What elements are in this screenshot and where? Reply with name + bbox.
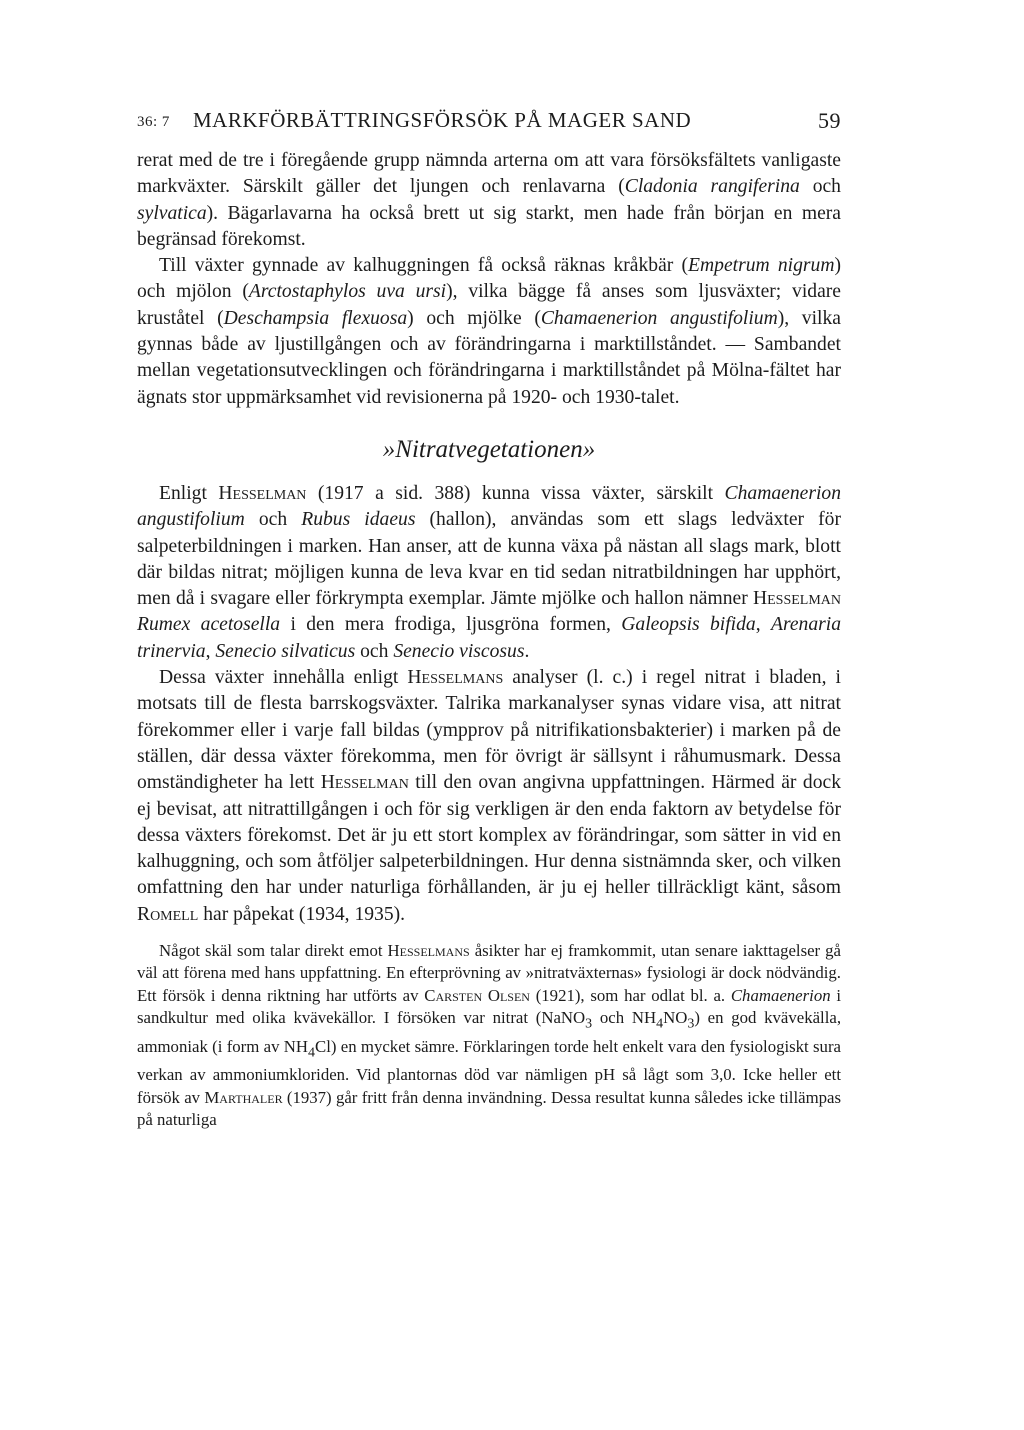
running-header [137, 108, 841, 148]
section-heading: »Nitratvegetationen» [382, 435, 596, 463]
page-body [137, 108, 841, 1131]
paragraph-1: rerat med de tre i föregående grupp nämnda arterna om att vara försöksfältets vanligaste markväxter. Särskilt gäller det ljungen och renlavarna (Cladonia rangiferina och sylvatica). Bägarlavarna ha också brett ut sig starkt, men hade från början en mera begränsad förekomst. [137, 150, 841, 250]
small-print-paragraph: Något skäl som talar direkt emot Hesselmans åsikter har ej framkommit, utan senare iakttagelser gå väl att förena med hans uppfattning. En efterprövning av »nitratväxternas» fysiologi är dock nödvändig. Ett försök i denna riktning har utförts av Carsten Olsen (1921), som har odlat bl. a. Chamaenerion i sandkultur med olika kvävekällor. I försöken var nitrat (NaNO$_3$ och $NH_4NO_3$) en god kvävekälla, ammoniak (i form av $NH_4Cl$) en mycket sämre. Förklaringen torde helt enkelt vara den fysiologiskt sura verkan av ammoniumkloriden. Vid plantornas död var nämligen pH så lågt som 3,0. Icke heller ett försök av Marthaler (1937) går fritt från denna invändning. Dessa resultat kunna således icke tillämpas på naturliga [137, 941, 842, 1129]
paragraph-4: Dessa växter innehålla enligt Hesselmans analyser (l. c.) i regel nitrat i bladen, i motsats till de flesta barrskogsväxter. Talrika markanalyser synas vidare visa, att nitrat förekommer eller i varje fall bildas (ympprov på nitrifikationsbakterier) i marken på de ställen, där dessa växter förekomma, men för övrigt är sällsynt i råhumusmark. Dessa omständigheter ha lett Hesselman till den ovan angivna uppfattningen. Härmed är dock ej bevisat, att nitrattillgången i och för sig verkligen är den enda faktorn av betydelse för dessa växters förekomst. Det är ju ett stort komplex av förändringar, som sätter in vid en kalhuggning, och som åtföljer salpeterbildningen. Hur denna sistnämnda sker, och vilken omfattning den har under naturliga förhållanden, är ju ej heller tillräckligt känt, såsom Romell har påpekat (1934, 1935). [137, 667, 841, 925]
running-title: MARKFÖRBÄTTRINGSFÖRSÖK PÅ MAGER SAND [193, 108, 692, 132]
page-number: 59 [818, 108, 841, 133]
series-number: 36: 7 [137, 114, 170, 130]
paragraph-3: Enligt Hesselman (1917 a sid. 388) kunna vissa växter, särskilt Chamaenerion angustifolium och Rubus idaeus (hallon), användas som ett slags ledväxter för salpeterbildningen i marken. Han anser, att de kunna växa på nästan all slags mark, blott där bildas nitrat; möjligen kunna de leva kvar en tid sedan nitratbildningen har upphört, men då i svagare eller förkrympta exemplar. Jämte mjölke och hallon nämner Hesselman Rumex acetosella i den mera frodiga, ljusgröna formen, Galeopsis bifida, Arenaria trinervia, Senecio silvaticus och Senecio viscosus. [137, 482, 842, 662]
paragraph-2: Till växter gynnade av kalhuggningen få också räknas kråkbär (Empetrum nigrum) och mjölon (Arctostaphylos uva ursi), vilka bägge få anses som ljusväxter; vidare kruståtel (Deschampsia flexuosa) och mjölke (Chamaenerion angustifolium), vilka gynnas både av ljustillgången och av förändringarna i marktillståndet. — Sambandet mellan vegetationsutvecklingen och förändringarna i marktillståndet på Mölna-fältet har ägnats stor uppmärksamhet vid revisionerna på 1920- och 1930-talet. [137, 255, 841, 408]
